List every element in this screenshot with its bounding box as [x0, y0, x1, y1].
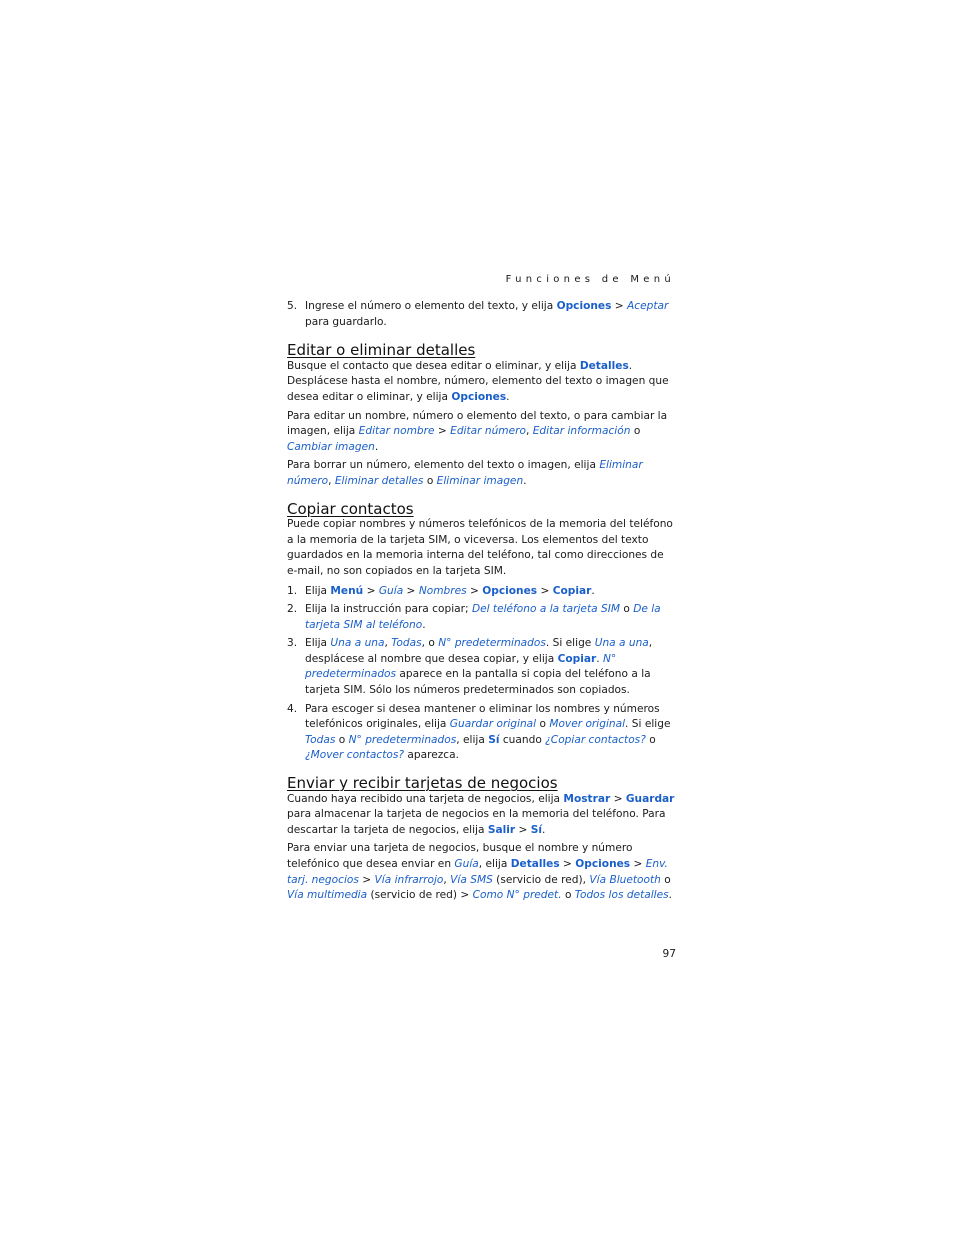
separator: >: [610, 792, 626, 805]
paragraph: [287, 841, 677, 903]
text: .: [523, 474, 527, 487]
menu-option: De la tarjeta SIM al teléfono: [305, 603, 661, 631]
text: .: [591, 584, 595, 597]
step-text: Ingrese el número o elemento del texto, y elija: [305, 300, 557, 312]
text: . Si elige: [545, 637, 595, 650]
text: .: [506, 390, 510, 403]
section-title-editar: Editar o eliminar detalles: [287, 341, 476, 360]
paragraph: Puede copiar nombres y números telefónicos de la memoria del teléfono a la memoria de la tarjeta SIM, o viceversa. Los elementos del texto guardados en la memoria interna del teléfono, tal como direcciones de e-mail, no son copiados en la tarjeta SIM.: [287, 518, 673, 577]
paragraph: [287, 458, 677, 489]
section-title-enviar: Enviar y recibir tarjetas de negocios: [287, 774, 558, 793]
text: .: [542, 823, 546, 836]
text: , elija: [478, 858, 511, 870]
text: aparece en la pantalla si copia del teléfono a la tarjeta SIM. Sólo los números predeterminados son copiados.: [305, 668, 651, 697]
separator: o: [423, 474, 437, 487]
page-content: [287, 299, 677, 907]
separator: o: [561, 889, 575, 902]
step-text: para guardarlo.: [305, 315, 387, 328]
menu-key: Sí: [530, 823, 542, 836]
step-number: 2.: [287, 603, 298, 616]
separator: >: [611, 300, 628, 312]
menu-option: Nombres: [418, 584, 467, 597]
text: Busque el contacto que desea editar o eliminar, y elija: [287, 359, 580, 372]
running-head: Funciones de Menú: [505, 274, 675, 285]
menu-option: Todas: [305, 733, 336, 746]
menu-option: Del teléfono a la tarjeta SIM: [471, 603, 620, 616]
menu-option: Mover original: [549, 718, 626, 731]
text: .: [668, 889, 673, 902]
separator: >: [466, 584, 483, 597]
menu-key: Menú: [330, 584, 364, 597]
step-number: 4.: [287, 702, 298, 715]
text: Elija la instrucción para copiar;: [305, 603, 472, 616]
separator: >: [363, 584, 379, 597]
separator: o: [630, 425, 641, 438]
menu-option: Guardar original: [449, 718, 537, 731]
text: para almacenar la tarjeta de negocios en la memoria del teléfono. Para descartar la tarjeta de negocios, elija: [287, 808, 666, 836]
menu-option: Env. tarj. negocios: [287, 858, 668, 886]
text: . Desplácese hasta el nombre, número, elemento del texto o imagen que desea editar o eliminar, y elija: [287, 359, 669, 403]
separator: ,: [525, 425, 533, 438]
separator: >: [537, 584, 553, 597]
menu-option: Vía infrarrojo: [374, 873, 444, 886]
text: Para enviar una tarjeta de negocios, busque el nombre y número telefónico que desea enviar en: [287, 842, 633, 870]
menu-key: Detalles: [510, 858, 560, 870]
menu-option: Guía: [378, 584, 404, 597]
text: . Si elige: [625, 718, 671, 731]
menu-option: Vía SMS: [450, 873, 493, 886]
text: Para escoger si desea mantener o eliminar los nombres y números telefónicos originales, elija: [305, 702, 660, 731]
text: , elija: [456, 733, 489, 746]
text: .: [422, 618, 426, 631]
separator: ,: [328, 474, 335, 487]
menu-option: N° predeterminados: [438, 637, 546, 650]
menu-option: Guía: [454, 858, 479, 870]
text: Para editar un nombre, número o elemento del texto, o para cambiar la imagen, elija: [287, 409, 668, 438]
paragraph: [287, 359, 677, 406]
menu-option: ¿Mover contactos?: [305, 749, 405, 762]
section-title-copiar: Copiar contactos: [287, 499, 414, 518]
text: Elija: [305, 637, 331, 650]
menu-key: Opciones: [575, 858, 631, 870]
separator: o: [619, 603, 634, 616]
paragraph: [287, 792, 677, 839]
menu-option: Eliminar imagen: [436, 474, 524, 487]
separator: >: [559, 858, 576, 870]
step-2: [287, 602, 677, 633]
menu-key: Copiar: [552, 584, 592, 597]
text: cuando: [499, 733, 546, 746]
menu-option: Editar información: [532, 425, 631, 438]
page-number: 97: [662, 948, 676, 960]
separator: ,: [384, 637, 392, 650]
text: Cuando haya recibido una tarjeta de negocios, elija: [287, 792, 564, 805]
step-5: [287, 299, 677, 330]
separator: >: [403, 584, 419, 597]
step-number: 5.: [287, 300, 298, 312]
text: .: [596, 652, 603, 665]
separator: >: [515, 823, 531, 836]
menu-key-detalles: Detalles: [579, 359, 629, 372]
text: aparezca.: [404, 749, 459, 762]
separator: ,: [443, 873, 451, 886]
menu-option: Todos los detalles: [574, 889, 669, 902]
menu-option: Eliminar número: [287, 459, 643, 487]
menu-option: N° predeterminados: [348, 733, 457, 746]
separator: o: [660, 873, 671, 886]
menu-key-opciones: Opciones: [556, 300, 612, 312]
separator: , o: [421, 637, 439, 650]
menu-option: N° predeterminados: [305, 652, 617, 681]
menu-option: Vía Bluetooth: [589, 873, 661, 886]
menu-option: Todas: [391, 637, 422, 650]
separator: >: [630, 858, 646, 870]
text: Para borrar un número, elemento del texto o imagen, elija: [287, 459, 600, 472]
separator: o: [335, 733, 349, 746]
separator: >: [434, 425, 451, 438]
text: Elija: [305, 584, 331, 597]
separator: o: [645, 733, 656, 746]
menu-key: Copiar: [557, 652, 597, 665]
menu-option-aceptar: Aceptar: [627, 300, 669, 312]
menu-option: Como N° predet.: [472, 889, 562, 902]
step-3: [287, 636, 677, 698]
menu-option: Una a una: [594, 637, 649, 650]
text: .: [374, 440, 379, 453]
menu-option: ¿Copiar contactos?: [545, 733, 646, 746]
step-number: 1.: [287, 584, 298, 597]
step-1: [287, 584, 677, 600]
step-4: [287, 702, 677, 764]
menu-key: Mostrar: [563, 792, 611, 805]
menu-key: Sí: [488, 733, 500, 746]
menu-option: Vía multimedia: [287, 889, 368, 902]
separator: >: [358, 873, 375, 886]
menu-key: Salir: [487, 823, 516, 836]
text: (servicio de red) >: [367, 889, 473, 902]
menu-key: Guardar: [625, 792, 675, 805]
menu-key: Opciones: [482, 584, 538, 597]
menu-option: Una a una: [330, 637, 385, 650]
menu-option: Editar número: [450, 425, 526, 438]
menu-option: Cambiar imagen: [287, 440, 375, 453]
menu-option: Editar nombre: [358, 425, 435, 438]
paragraph: [287, 409, 677, 456]
step-number: 3.: [287, 637, 298, 650]
separator: o: [536, 718, 550, 731]
text: (servicio de red),: [492, 873, 590, 886]
menu-option: Eliminar detalles: [334, 474, 424, 487]
menu-key-opciones: Opciones: [451, 390, 507, 403]
text: , desplácese al nombre que desea copiar, y elija: [305, 637, 653, 665]
